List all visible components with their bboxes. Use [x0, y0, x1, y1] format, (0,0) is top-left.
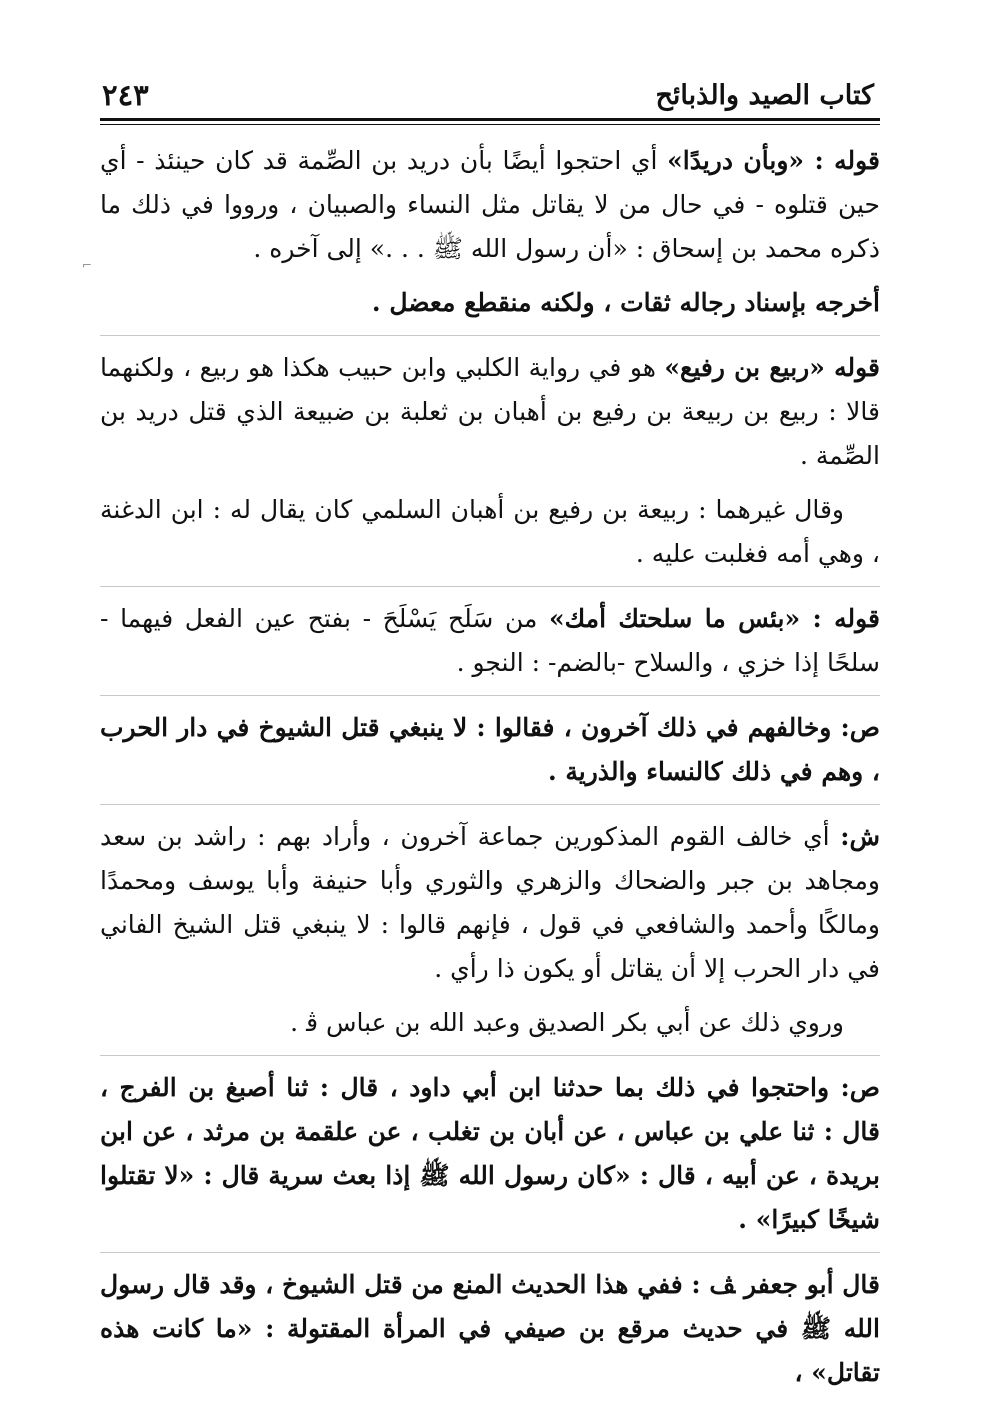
paragraph-text: أي احتجوا أيضًا بأن دريد بن الصِّمة قد كان حينئذ - أي حين قتلوه - في حال من لا يقاتل مثل النساء والصبيان ، ورووا في ذلك ما ذكره محمد بن إسحاق : «أن رسول الله ﷺ . . .» إلى آخره .: [100, 146, 880, 263]
paragraph-9: [100, 1066, 880, 1242]
paragraph-lead: قال أبو جعفر ﭫ :: [691, 1270, 880, 1299]
section-divider: [100, 695, 880, 696]
paragraph-lead: ص:: [840, 713, 880, 742]
section-divider: [100, 335, 880, 336]
page-body: [100, 139, 880, 1395]
paragraph-4: [100, 488, 880, 576]
paragraph-text: من سَلَح يَسْلَحَ - بفتح عين الفعل فيهما - سلحًا إذا خزي ، والسلاح -بالضم- : النجو .: [100, 604, 880, 677]
paragraph-8: [100, 1001, 880, 1045]
paragraph-text: أخرجه بإسناد رجاله ثقات ، ولكنه منقطع معضل .: [371, 288, 880, 317]
header-rule-thin: [100, 124, 880, 125]
running-title: كتاب الصيد والذبائح: [655, 80, 874, 111]
paragraph-lead: قوله «ربيع بن رفيع»: [664, 353, 880, 382]
page-header: [100, 62, 880, 118]
section-divider: [100, 1252, 880, 1253]
section-divider: [100, 804, 880, 805]
paragraph-lead: ش:: [840, 822, 880, 851]
paragraph-1: [100, 139, 880, 271]
paragraph-text: واحتجوا في ذلك بما حدثنا ابن أبي داود ، قال : ثنا أصبغ بن الفرج ، قال : ثنا علي بن عباس ، عن أبان بن تغلب ، عن علقمة بن مرثد ، عن ابن بريدة ، عن أبيه ، قال : «كان رسول الله ﷺ إذا بعث سرية قال : «لا تقتلوا شيخًا كبيرًا» .: [100, 1073, 880, 1234]
paragraph-10: [100, 1263, 880, 1395]
header-rule-thick: [100, 118, 880, 121]
paragraph-text: هو في رواية الكلبي وابن حبيب هكذا هو ربيع ، ولكنهما قالا : ربيع بن ربيعة بن رفيع بن أهبان بن ثعلبة بن ضبيعة الذي قتل دريد بن الصِّمة .: [100, 353, 880, 470]
paragraph-5: [100, 597, 880, 685]
book-page: [100, 62, 880, 1405]
paragraph-lead: قوله : «بئس ما سلحتك أمك»: [548, 604, 880, 633]
section-divider: [100, 586, 880, 587]
paragraph-text: وروي ذلك عن أبي بكر الصديق وعبد الله بن عباس ﭬ .: [290, 1008, 844, 1037]
paragraph-7: [100, 815, 880, 991]
section-divider: [100, 1055, 880, 1056]
paragraph-lead: ص:: [840, 1073, 880, 1102]
paragraph-text: أي خالف القوم المذكورين جماعة آخرون ، وأراد بهم : راشد بن سعد ومجاهد بن جبر والضحاك والزهري والثوري وأبا حنيفة وأبا يوسف ومحمدًا ومالكًا وأحمد والشافعي في قول ، فإنهم قالوا : لا ينبغي قتل الشيخ الفاني في دار الحرب إلا أن يقاتل أو يكون ذا رأي .: [100, 822, 880, 983]
paragraph-lead: قوله : «وبأن دريدًا»: [667, 146, 881, 175]
page-number: ٢٤٣: [102, 78, 149, 112]
paragraph-6: [100, 706, 880, 794]
paragraph-text: وقال غيرهما : ربيعة بن رفيع بن أهبان السلمي كان يقال له : ابن الدغنة ، وهي أمه فغلبت عليه .: [100, 495, 880, 568]
paragraph-3: [100, 346, 880, 478]
paragraph-text: وخالفهم في ذلك آخرون ، فقالوا : لا ينبغي قتل الشيوخ في دار الحرب ، وهم في ذلك كالنساء والذرية .: [100, 713, 880, 786]
paragraph-2: [100, 281, 880, 325]
paragraph-text: ففي هذا الحديث المنع من قتل الشيوخ ، وقد قال رسول الله ﷺ في حديث مرقع بن صيفي في المرأة المقتولة : «ما كانت هذه تقاتل» ،: [100, 1270, 880, 1387]
margin-mark: ⌐: [82, 258, 93, 272]
